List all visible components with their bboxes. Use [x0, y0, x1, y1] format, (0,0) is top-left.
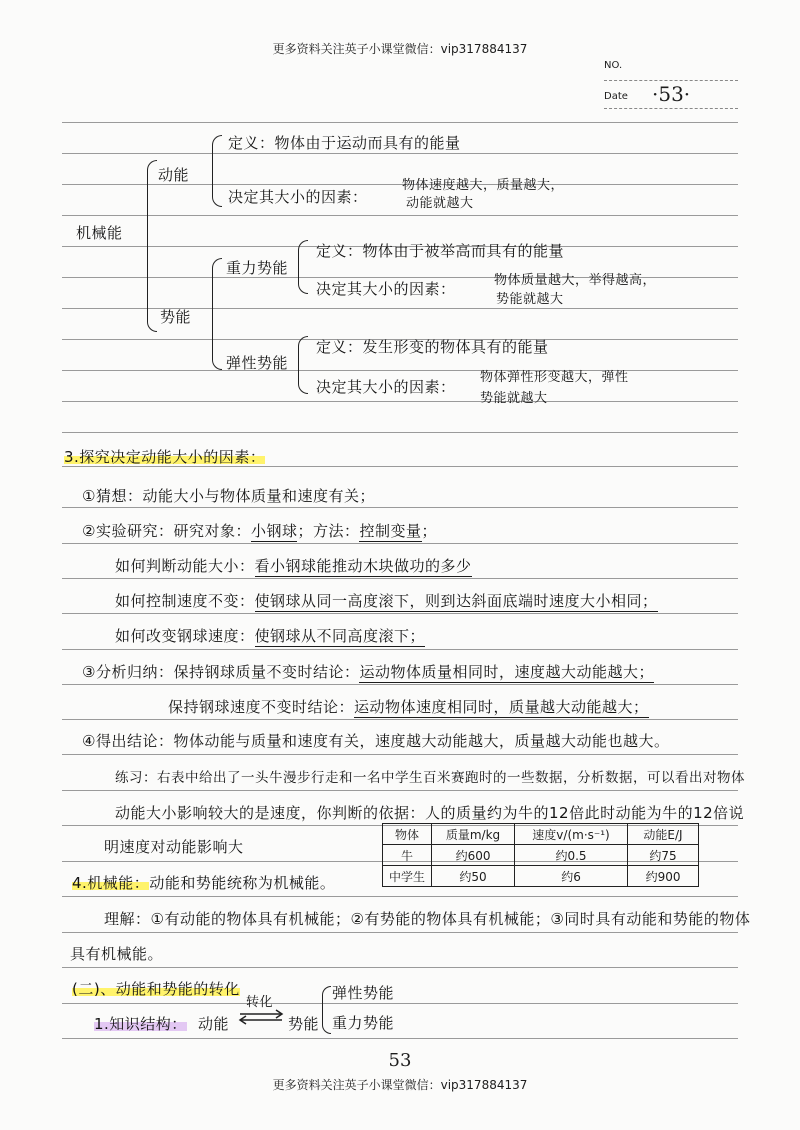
guess-line: ①猜想：动能大小与物体质量和速度有关；	[82, 487, 375, 505]
table-cell: 约900	[628, 866, 699, 887]
table-cell: 牛	[383, 845, 432, 866]
gravity-definition: 定义：物体由于被举高而具有的能量	[316, 242, 565, 260]
understand-line2: 具有机械能。	[70, 945, 164, 963]
date-label: Date	[604, 91, 628, 102]
gravity-factors-line2: 势能就越大	[496, 292, 564, 307]
experiment-line: ②实验研究：研究对象：小钢球；方法：控制变量；	[82, 522, 438, 540]
kinetic-energy-table	[382, 823, 699, 887]
practice-line1: 练习：右表中给出了一头牛漫步行走和一名中学生百米赛跑时的一些数据，分析数据，可以看出对物体	[115, 770, 745, 786]
gravity-brace	[298, 240, 308, 294]
page-number: 53	[388, 1050, 412, 1071]
bottom-watermark: 更多资料关注英子小课堂微信：vip317884137	[272, 1078, 528, 1092]
part2-title: (二)、动能和势能的转化	[72, 980, 240, 998]
elastic-definition: 定义：发生形变的物体具有的能量	[316, 338, 549, 356]
kinetic-brace	[212, 135, 222, 207]
structure-label: 1.知识结构：	[94, 1015, 187, 1033]
analysis2-line: 保持钢球速度不变时结论：运动物体速度相同时，质量越大动能越大；	[168, 698, 649, 716]
root-label: 机械能	[76, 224, 123, 242]
table-cell: 约50	[432, 866, 515, 887]
date-line	[604, 108, 738, 109]
table-header-cell: 动能E/J	[628, 824, 699, 845]
speed-control-line: 如何控制速度不变：使钢球从同一高度滚下，则到达斜面底端时速度大小相同；	[115, 592, 658, 610]
practice-line2: 动能大小影响较大的是速度，你判断的依据：人的质量约为牛的12倍此时动能为牛的12倍说	[115, 804, 745, 822]
conversion-arrows-icon	[236, 1008, 286, 1026]
structure-arrow-label: 转化	[246, 995, 274, 1010]
table-header-row	[383, 824, 699, 845]
table-cell: 约75	[628, 845, 699, 866]
kinetic-definition: 定义：物体由于运动而具有的能量	[228, 134, 461, 152]
table-header-cell: 质量m/kg	[432, 824, 515, 845]
structure-right: 势能	[288, 1015, 320, 1033]
date-value: ·53·	[652, 82, 691, 106]
kinetic-factors-label: 决定其大小的因素：	[228, 188, 368, 206]
table-cell: 约0.5	[515, 845, 628, 866]
section4-line: 4.机械能：动能和势能统称为机械能。	[72, 874, 336, 892]
gravity-factors-line1: 物体质量越大，举得越高，	[494, 273, 657, 288]
potential-brace	[212, 258, 222, 370]
structure-brace	[322, 986, 331, 1034]
no-line	[604, 80, 738, 81]
structure-branch2: 重力势能	[332, 1014, 395, 1032]
section3-title: 3.探究决定动能大小的因素：	[64, 448, 266, 466]
kinetic-factors-line1: 物体速度越大，质量越大，	[402, 178, 565, 193]
table-header-cell: 速度v/(m·s⁻¹)	[515, 824, 628, 845]
elastic-factors-line2: 势能就越大	[480, 391, 548, 406]
top-watermark: 更多资料关注英子小课堂微信：vip317884137	[272, 42, 528, 56]
structure-branch1: 弹性势能	[332, 984, 395, 1002]
potential-label: 势能	[160, 308, 192, 326]
elastic-label: 弹性势能	[226, 354, 289, 372]
structure-left: 动能	[198, 1015, 230, 1033]
table-cell: 约6	[515, 866, 628, 887]
no-label: NO.	[604, 60, 623, 71]
kinetic-label: 动能	[158, 166, 190, 184]
gravity-factors-label: 决定其大小的因素：	[316, 280, 456, 298]
table-row	[383, 866, 699, 887]
elastic-factors-line1: 物体弹性形变越大，弹性	[480, 370, 629, 385]
root-brace	[147, 160, 157, 332]
analysis1-line: ③分析归纳：保持钢球质量不变时结论：运动物体质量相同时，速度越大动能越大；	[82, 663, 654, 681]
table-cell: 约600	[432, 845, 515, 866]
kinetic-factors-line2: 动能就越大	[406, 196, 474, 211]
table-row	[383, 845, 699, 866]
gravity-label: 重力势能	[226, 259, 289, 277]
table-cell: 中学生	[383, 866, 432, 887]
speed-change-line: 如何改变钢球速度：使钢球从不同高度滚下；	[115, 627, 426, 645]
elastic-factors-label: 决定其大小的因素：	[316, 378, 456, 396]
practice-line3: 明速度对动能影响大	[104, 838, 244, 856]
understand-line1: 理解：①有动能的物体具有机械能；②有势能的物体具有机械能；③同时具有动能和势能的物体	[104, 910, 751, 928]
conclusion-line: ④得出结论：物体动能与质量和速度有关，速度越大动能越大，质量越大动能也越大。	[82, 732, 670, 750]
elastic-brace	[298, 336, 308, 394]
judge-line: 如何判断动能大小：看小钢球能推动木块做功的多少	[115, 557, 472, 575]
table-header-cell: 物体	[383, 824, 432, 845]
